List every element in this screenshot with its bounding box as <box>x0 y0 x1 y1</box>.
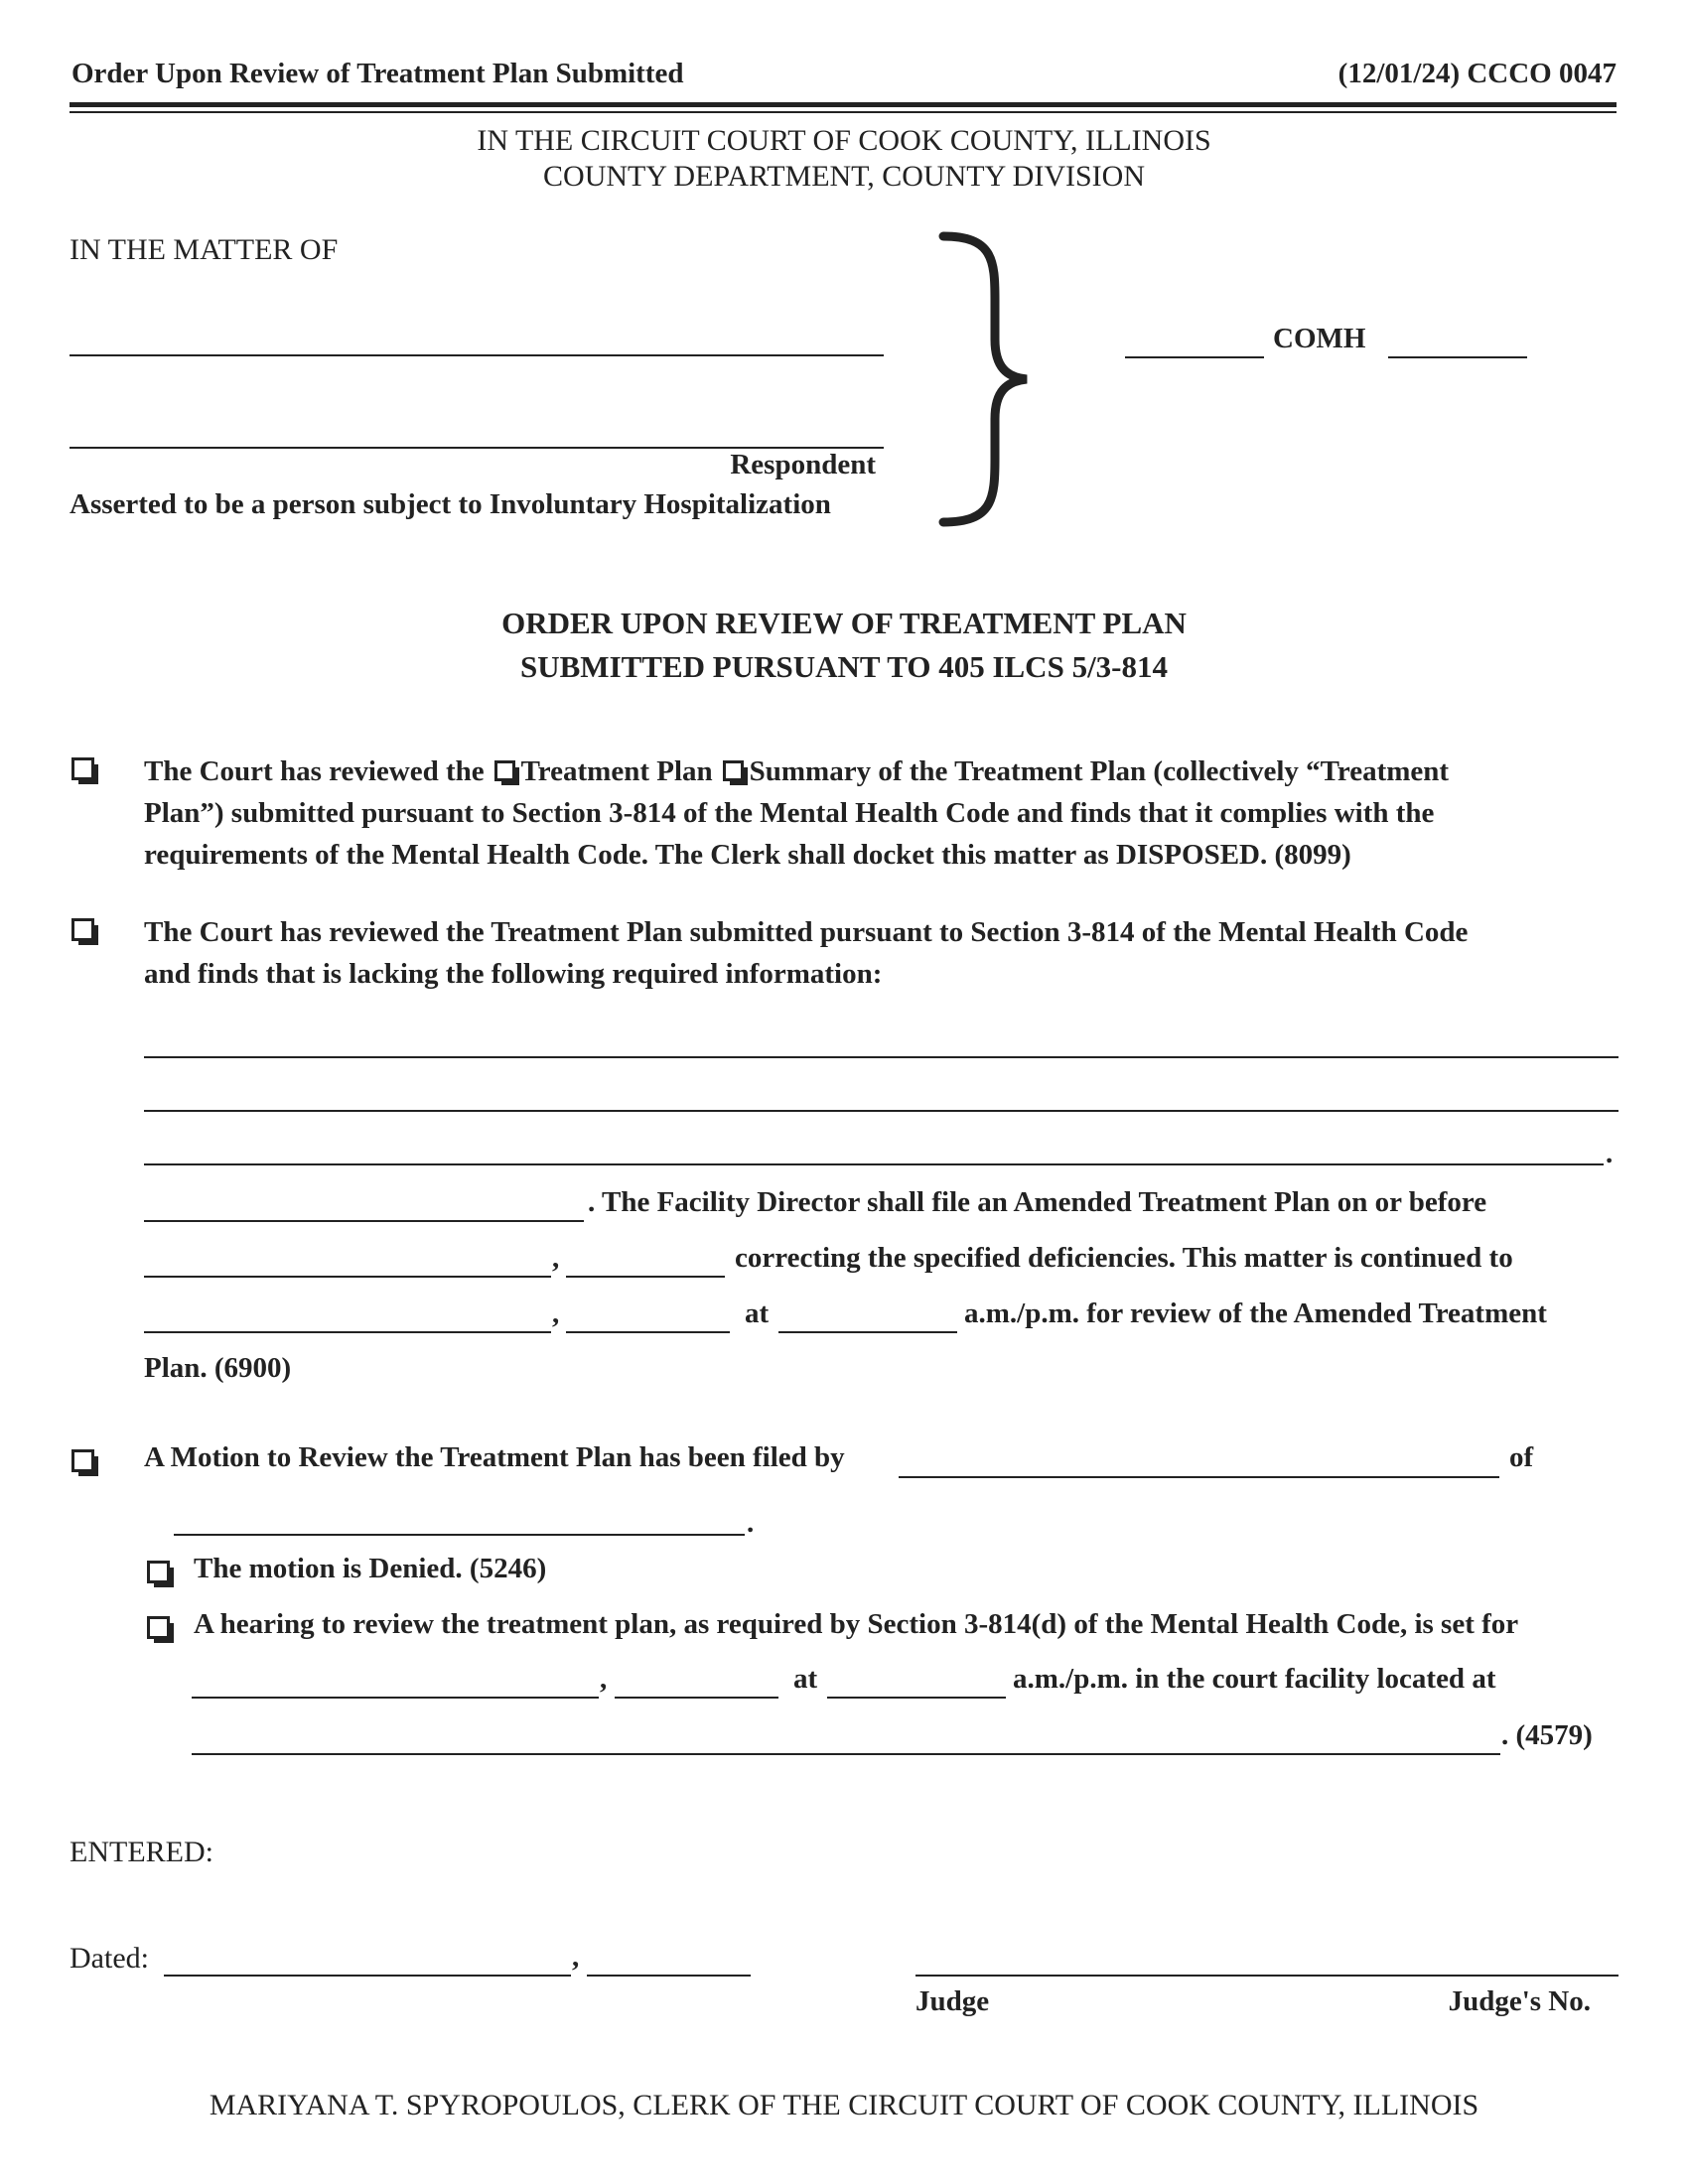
respondent-name-line-1[interactable] <box>70 354 884 356</box>
hearing-checkbox[interactable] <box>147 1616 170 1639</box>
court-line-1: IN THE CIRCUIT COURT OF COOK COUNTY, ILLINOIS <box>477 124 1211 157</box>
correcting-text: correcting the specified deficiencies. This matter is continued to <box>735 1242 1513 1274</box>
order-title-1: ORDER UPON REVIEW OF TREATMENT PLAN <box>501 606 1187 640</box>
denied-checkbox[interactable] <box>147 1561 170 1583</box>
motion-period: . <box>747 1507 755 1539</box>
dated-label: Dated: <box>70 1942 149 1975</box>
judge-label: Judge <box>915 1985 990 2017</box>
continued-date-comma: , <box>552 1297 560 1329</box>
header-rule-thick <box>70 102 1617 107</box>
deficiency-line-1[interactable] <box>144 1056 1618 1058</box>
order-title-2: SUBMITTED PURSUANT TO 405 ILCS 5/3-814 <box>520 649 1168 684</box>
facility-end-code: . (4579) <box>1501 1719 1593 1751</box>
section1-line1 <box>144 751 1623 792</box>
asserted-label: Asserted to be a person subject to Involuntary Hospitalization <box>70 488 831 520</box>
case-code-label: COMH <box>1273 323 1366 354</box>
form-title: Order Upon Review of Treatment Plan Submitted <box>71 58 684 89</box>
section2-checkbox[interactable] <box>71 918 94 941</box>
review-text: a.m./p.m. for review of the Amended Treatment <box>964 1297 1547 1329</box>
section1-text <box>144 751 1623 876</box>
section2-line2: and finds that is lacking the following required information: <box>144 958 883 990</box>
hearing-date-comma: , <box>600 1663 608 1695</box>
caption-brace <box>923 230 1033 528</box>
judge-signature-line[interactable] <box>915 1975 1618 1977</box>
respondent-label: Respondent <box>730 449 876 480</box>
amended-year-line[interactable] <box>566 1276 725 1278</box>
facility-address-line[interactable] <box>192 1753 1500 1755</box>
deficiency-line-3[interactable] <box>144 1163 1604 1165</box>
denied-text: The motion is Denied. (5246) <box>194 1553 547 1584</box>
hearing-date-line[interactable] <box>192 1697 599 1699</box>
deficiency-period: . <box>1606 1138 1614 1169</box>
section1-pre: The Court has reviewed the <box>144 755 485 787</box>
continued-date-line[interactable] <box>144 1331 551 1333</box>
hearing-time-line[interactable] <box>827 1697 1006 1699</box>
section2-line1: The Court has reviewed the Treatment Plan submitted pursuant to Section 3-814 of the Mental Health Code <box>144 916 1469 948</box>
continued-year-line[interactable] <box>566 1331 730 1333</box>
treatment-plan-checkbox[interactable] <box>494 760 515 781</box>
court-line-2: COUNTY DEPARTMENT, COUNTY DIVISION <box>543 160 1145 193</box>
section1-checkbox[interactable] <box>71 757 94 780</box>
section1-opt1: Treatment Plan <box>520 755 713 787</box>
director-text: . The Facility Director shall file an Amended Treatment Plan on or before <box>588 1186 1487 1218</box>
judge-no-label: Judge's No. <box>1448 1985 1591 2017</box>
facility-text: a.m./p.m. in the court facility located at <box>1013 1663 1496 1695</box>
summary-checkbox[interactable] <box>723 760 744 781</box>
motion-filed-by-line[interactable] <box>899 1476 1499 1478</box>
matter-of-label: IN THE MATTER OF <box>70 233 339 266</box>
continued-time-line[interactable] <box>778 1331 957 1333</box>
deficiency-line-2[interactable] <box>144 1110 1618 1112</box>
clerk-footer: MARIYANA T. SPYROPOULOS, CLERK OF THE CIRCUIT COURT OF COOK COUNTY, ILLINOIS <box>209 2089 1479 2121</box>
section1-line3: requirements of the Mental Health Code. The Clerk shall docket this matter as DISPOSED. (8099) <box>144 839 1351 871</box>
section1-line2: Plan”) submitted pursuant to Section 3-814 of the Mental Health Code and finds that it complies with the <box>144 797 1435 829</box>
header-rule-thin <box>70 111 1617 113</box>
dated-line[interactable] <box>164 1975 571 1977</box>
case-year-line[interactable] <box>1125 356 1264 358</box>
section2-text <box>144 911 1623 995</box>
continued-at: at <box>745 1297 770 1329</box>
dated-comma: , <box>572 1941 580 1973</box>
motion-of-line[interactable] <box>174 1534 745 1536</box>
form-code: (12/01/24) CCCO 0047 <box>1337 58 1617 89</box>
amended-date-line[interactable] <box>144 1276 551 1278</box>
section3-checkbox[interactable] <box>71 1449 94 1472</box>
plan-end: Plan. (6900) <box>144 1352 292 1384</box>
section1-opt2: Summary of the Treatment Plan (collectively “Treatment <box>749 755 1450 787</box>
entered-label: ENTERED: <box>70 1836 213 1868</box>
dated-year-line[interactable] <box>587 1975 751 1977</box>
hearing-at: at <box>793 1663 818 1695</box>
hearing-year-line[interactable] <box>615 1697 778 1699</box>
motion-of: of <box>1509 1441 1534 1473</box>
hearing-text: A hearing to review the treatment plan, as required by Section 3-814(d) of the Mental Health Code, is set for <box>194 1608 1519 1640</box>
case-number-line[interactable] <box>1388 356 1527 358</box>
deficiency-line-4[interactable] <box>144 1220 584 1222</box>
motion-text: A Motion to Review the Treatment Plan has been filed by <box>144 1441 845 1473</box>
amended-date-comma: , <box>552 1242 560 1274</box>
